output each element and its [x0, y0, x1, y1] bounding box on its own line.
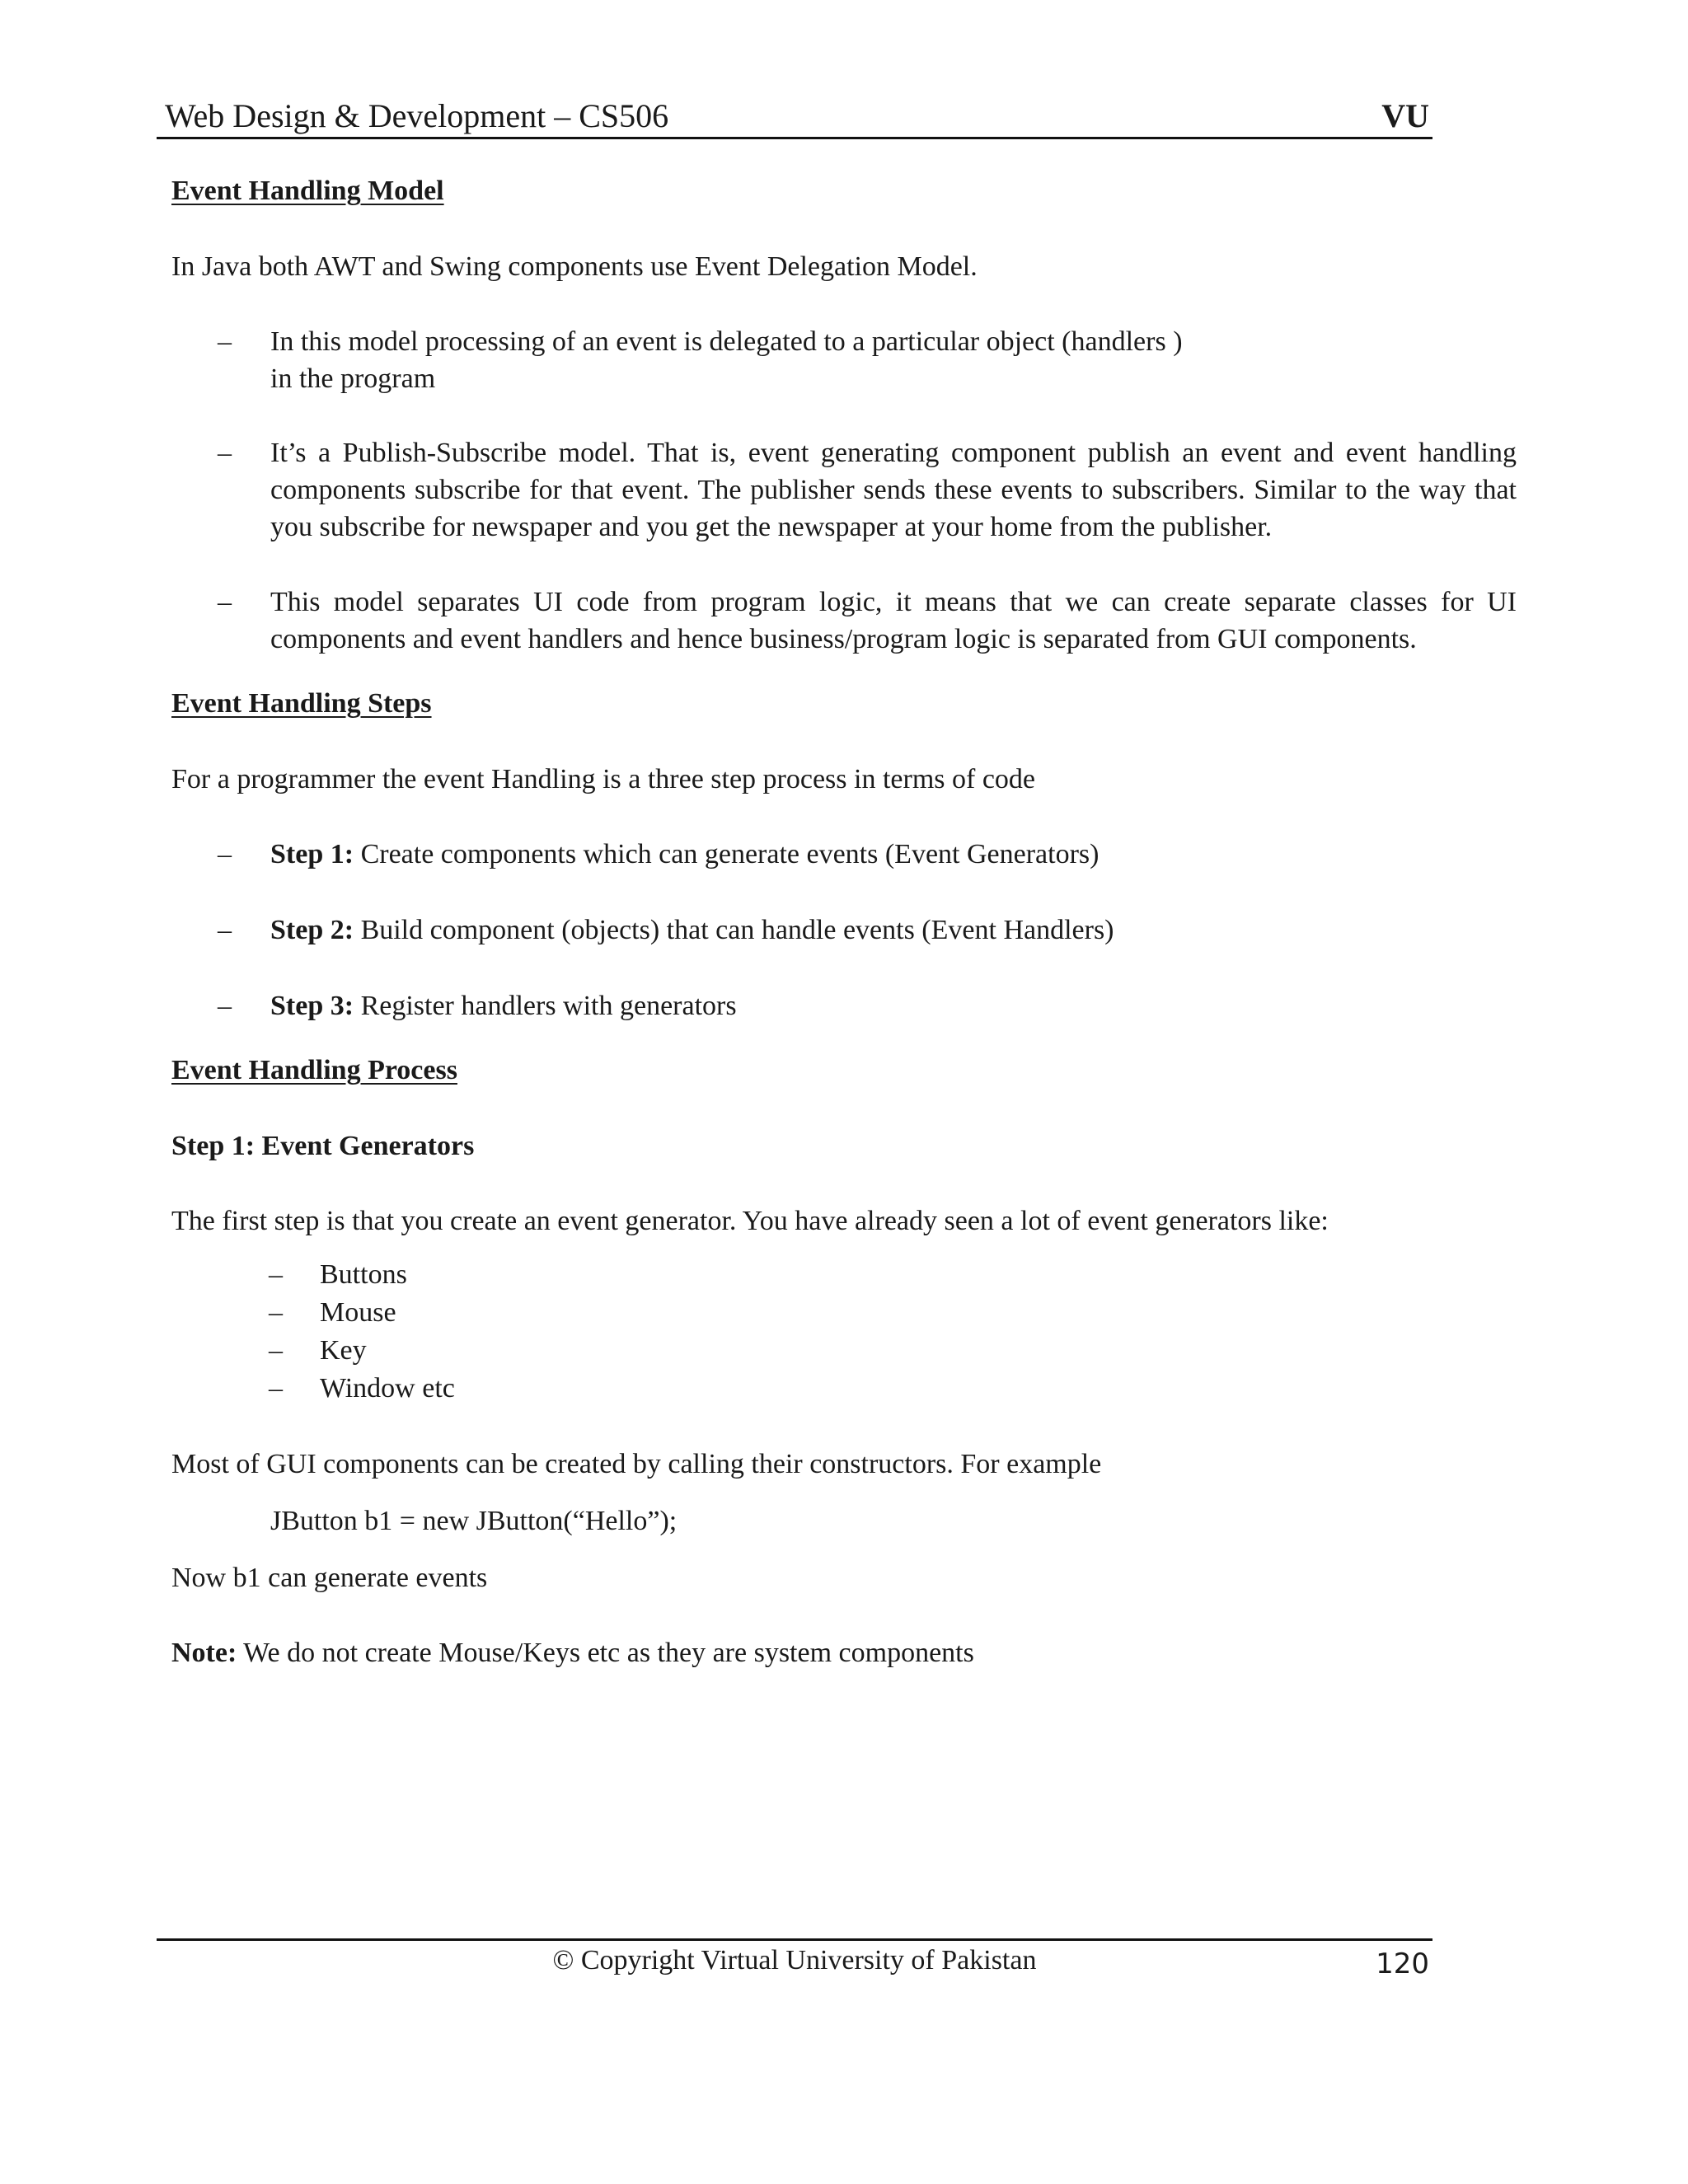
dash-marker: – — [218, 326, 232, 357]
steps-intro: For a programmer the event Handling is a three step process in terms of code — [171, 764, 1036, 794]
list-item — [171, 1370, 1517, 1408]
step-label: Step 2: — [270, 915, 354, 945]
dash-marker: – — [218, 587, 232, 617]
list-item — [171, 1294, 1517, 1332]
bullet-text: In this model processing of an event is delegated to a particular object (handlers ) — [270, 326, 1183, 357]
dash-marker: – — [218, 839, 232, 869]
generator-text: Key — [320, 1335, 367, 1366]
list-item — [171, 1256, 1517, 1294]
list-item — [171, 1332, 1517, 1370]
step-label: Step 1: — [270, 839, 354, 869]
dash-marker: – — [218, 438, 232, 468]
heading-event-handling-model: Event Handling Model — [171, 176, 444, 206]
steps-list — [171, 836, 1517, 1024]
bullet-text: This model separates UI code from program logic, it means that we can create separate classes for UI components and event handlers and hence business/program logic is separated from GUI components. — [270, 587, 1517, 654]
dash-marker: – — [218, 991, 232, 1021]
copyright-text: © Copyright Virtual University of Pakistan — [552, 1945, 1037, 1975]
after-code-text: Now b1 can generate events — [171, 1563, 488, 1593]
bullet-text: in the program — [270, 363, 436, 394]
note-label: Note: — [171, 1638, 237, 1668]
dash-marker: – — [269, 1297, 283, 1328]
generators-list — [171, 1256, 1517, 1408]
model-intro: In Java both AWT and Swing components use Event Delegation Model. — [171, 251, 978, 282]
dash-marker: – — [218, 915, 232, 945]
step-text: Build component (objects) that can handle events (Event Handlers) — [354, 915, 1114, 945]
list-item — [171, 987, 1517, 1024]
model-bullet-list — [171, 323, 1517, 658]
document-body — [171, 169, 1517, 1671]
step-text: Create components which can generate events (Event Generators) — [354, 839, 1100, 869]
constructors-text: Most of GUI components can be created by calling their constructors. For example — [171, 1449, 1102, 1479]
generator-text: Mouse — [320, 1297, 396, 1328]
bullet-text: It’s a Publish-Subscribe model. That is, event generating component publish an event and event handling components subscribe for that event. The publisher sends these events to subscribers. Similar to the way that you subscribe for newspaper and you get the newspaper at your home from the publisher. — [270, 438, 1517, 542]
dash-marker: – — [269, 1259, 283, 1290]
generator-text: Window etc — [320, 1373, 455, 1404]
generator-text: Buttons — [320, 1259, 407, 1290]
page-header — [157, 96, 1432, 139]
course-title: Web Design & Development – CS506 — [165, 97, 669, 134]
dash-marker: – — [269, 1335, 283, 1366]
subheading-event-generators: Step 1: Event Generators — [171, 1131, 475, 1161]
dash-marker: – — [269, 1373, 283, 1404]
university-abbreviation: VU — [1381, 97, 1429, 134]
list-item — [171, 323, 1517, 397]
page-footer — [157, 1938, 1432, 1990]
heading-event-handling-steps: Event Handling Steps — [171, 688, 432, 719]
list-item — [171, 836, 1517, 873]
step-label: Step 3: — [270, 991, 354, 1021]
list-item — [171, 912, 1517, 949]
step-text: Register handlers with generators — [354, 991, 737, 1021]
note-paragraph — [171, 1634, 1517, 1671]
heading-event-handling-process: Event Handling Process — [171, 1055, 457, 1085]
code-example: JButton b1 = new JButton(“Hello”); — [270, 1506, 678, 1536]
page-number: 120 — [1376, 1947, 1429, 1980]
list-item — [171, 434, 1517, 546]
note-text: We do not create Mouse/Keys etc as they are system components — [237, 1638, 974, 1668]
generators-intro: The first step is that you create an event generator. You have already seen a lot of event generators like: — [171, 1206, 1329, 1236]
list-item — [171, 583, 1517, 658]
